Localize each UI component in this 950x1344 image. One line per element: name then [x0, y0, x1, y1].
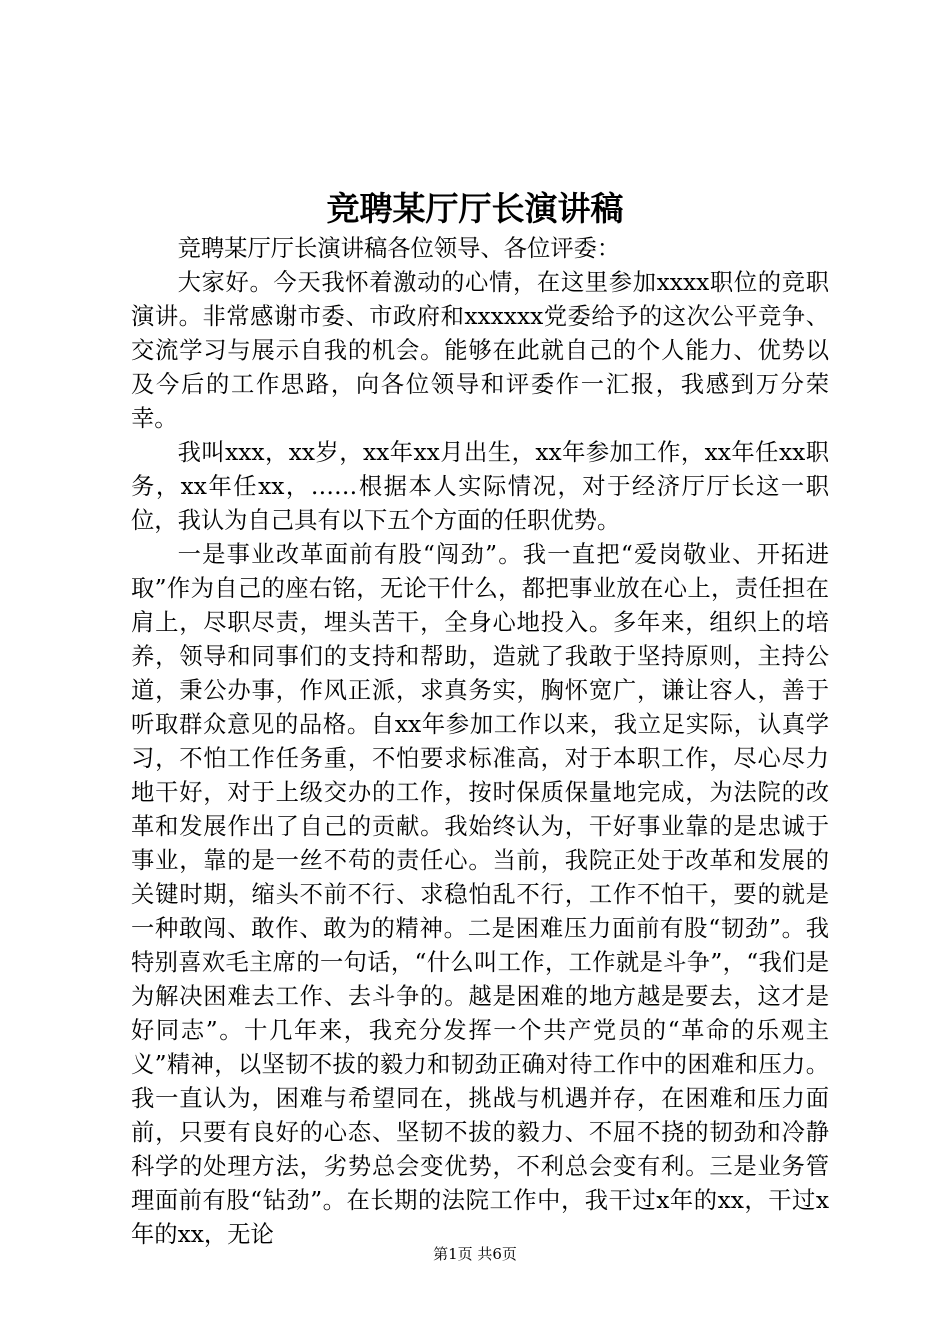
page-number-footer: 第1页 共6页	[433, 1245, 517, 1263]
paragraph-salutation: 竞聘某厅厅长演讲稿各位领导、各位评委：	[177, 235, 621, 262]
document-title: 竞聘某厅厅长演讲稿	[326, 189, 624, 228]
paragraph-introduction: 我叫xxx，xx岁，xx年xx月出生，xx年参加工作，xx年任xx职务，xx年任xx，……根据本人实际情况，对于经济厅厅长这一职位，我认为自己具有以下五个方面的任职优势。	[131, 439, 829, 534]
document-body	[131, 232, 829, 1252]
paragraph-greeting: 大家好。今天我怀着激动的心情，在这里参加xxxx职位的竞职演讲。非常感谢市委、市政府和xxxxxx党委给予的这次公平竞争、交流学习与展示自我的机会。能够在此就自己的个人能力、优势以及今后的工作思路，向各位领导和评委作一汇报，我感到万分荣幸。	[131, 269, 829, 432]
paragraph-strengths: 一是事业改革面前有股“闯劲”。我一直把“爱岗敬业、开拓进取”作为自己的座右铭，无论干什么，都把事业放在心上，责任担在肩上，尽职尽责，埋头苦干，全身心地投入。多年来，组织上的培养，领导和同事们的支持和帮助，造就了我敢于坚持原则，主持公道，秉公办事，作风正派，求真务实，胸怀宽广，谦让容人，善于听取群众意见的品格。自xx年参加工作以来，我立足实际，认真学习，不怕工作任务重，不怕要求标准高，对于本职工作，尽心尽力地干好，对于上级交办的工作，按时保质保量地完成，为法院的改革和发展作出了自己的贡献。我始终认为，干好事业靠的是忠诚于事业，靠的是一丝不苟的责任心。当前，我院正处于改革和发展的关键时期，缩头不前不行、求稳怕乱不行，工作不怕干，要的就是一种敢闯、敢作、敢为的精神。二是困难压力面前有股“韧劲”。我特别喜欢毛主席的一句话，“什么叫工作，工作就是斗争”，“我们是为解决困难去工作、去斗争的。越是困难的地方越是要去，这才是好同志”。十几年来，我充分发挥一个共产党员的“革命的乐观主义”精神，以坚韧不拔的毅力和韧劲正确对待工作中的困难和压力。我一直认为，困难与希望同在，挑战与机遇并存，在困难和压力面前，只要有良好的心态、坚韧不拔的毅力、不屈不挠的韧劲和冷静科学的处理方法，劣势总会变优势，不利总会变有利。三是业务管理面前有股“钻劲”。在长期的法院工作中，我干过x年的xx，干过x年的xx，无论	[131, 541, 829, 1248]
